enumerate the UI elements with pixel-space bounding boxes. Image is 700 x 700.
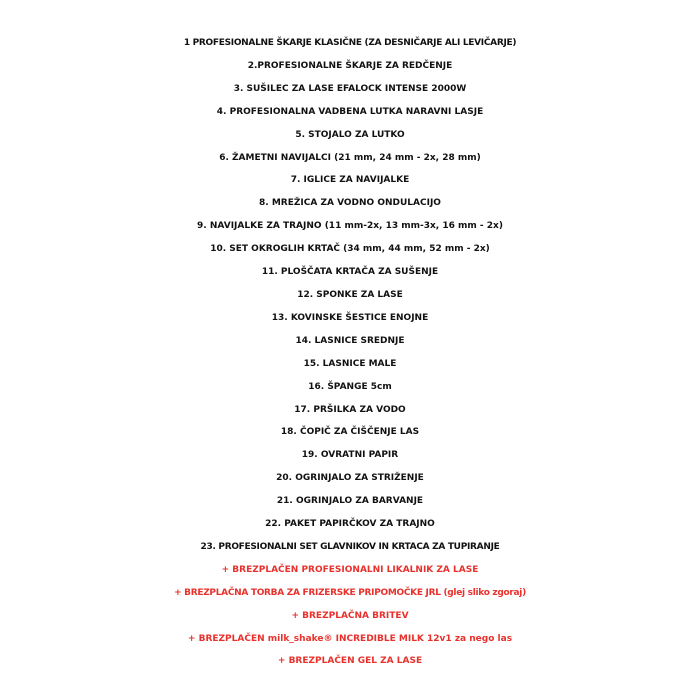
list-item: 6. ŽAMETNI NAVIJALCI (21 mm, 24 mm - 2x, 28 mm) — [219, 152, 481, 163]
list-item: 5. STOJALO ZA LUTKO — [295, 129, 405, 140]
bonus-item: + BREZPLAČEN PROFESIONALNI LIKALNIK ZA LASE — [221, 564, 479, 575]
list-item: 21. OGRINJALO ZA BARVANJE — [276, 496, 424, 507]
list-item: 2.PROFESIONALNE ŠKARJE ZA REDČENJE — [247, 60, 453, 71]
bonus-item: + BREZPLAČNA BRITEV — [291, 610, 409, 621]
list-item: 15. LASNICE MALE — [303, 358, 397, 369]
bonus-item: + BREZPLAČNA TORBA ZA FRIZERSKE PRIPOMOČKE JRL (glej sliko zgoraj) — [174, 587, 526, 598]
list-item: 10. SET OKROGLIH KRTAČ (34 mm, 44 mm, 52 mm - 2x) — [210, 244, 490, 255]
list-item: 4. PROFESIONALNA VADBENA LUTKA NARAVNI LASJE — [216, 106, 484, 117]
bonus-item: + BREZPLAČEN milk_shake® INCREDIBLE MILK 12v1 za nego las — [187, 633, 513, 644]
list-item: 13. KOVINSKE ŠESTICE ENOJNE — [271, 312, 429, 323]
list-item: 18. ČOPIČ ZA ČIŠČENJE LAS — [280, 427, 420, 438]
list-item: 8. MREŽICA ZA VODNO ONDULACIJO — [259, 198, 441, 209]
list-item: 14. LASNICE SREDNJE — [295, 335, 405, 346]
list-item: 11. PLOŠČATA KRTAČA ZA SUŠENJE — [261, 267, 439, 278]
bonus-item: + BREZPLAČEN GEL ZA LASE — [277, 656, 423, 667]
list-item: 20. OGRINJALO ZA STRIŽENJE — [276, 473, 424, 484]
list-item: 19. OVRATNI PAPIR — [301, 450, 399, 461]
list-item: 9. NAVIJALKE ZA TRAJNO (11 mm-2x, 13 mm-3x, 16 mm - 2x) — [197, 221, 503, 232]
list-item: 22. PAKET PAPIRČKOV ZA TRAJNO — [265, 519, 435, 530]
kit-contents-list — [0, 32, 700, 673]
list-item: 17. PRŠILKA ZA VODO — [294, 404, 406, 415]
list-item: 3. SUŠILEC ZA LASE EFALOCK INTENSE 2000W — [233, 83, 467, 94]
list-item: 1 PROFESIONALNE ŠKARJE KLASIČNE (ZA DESNIČARJE ALI LEVIČARJE) — [183, 38, 517, 48]
list-item: 16. ŠPANGE 5cm — [308, 381, 392, 392]
list-item: 7. IGLICE ZA NAVIJALKE — [290, 175, 410, 186]
list-item: 12. SPONKE ZA LASE — [297, 289, 403, 300]
list-item: 23. PROFESIONALNI SET GLAVNIKOV IN KRTACA ZA TUPIRANJE — [200, 541, 500, 552]
